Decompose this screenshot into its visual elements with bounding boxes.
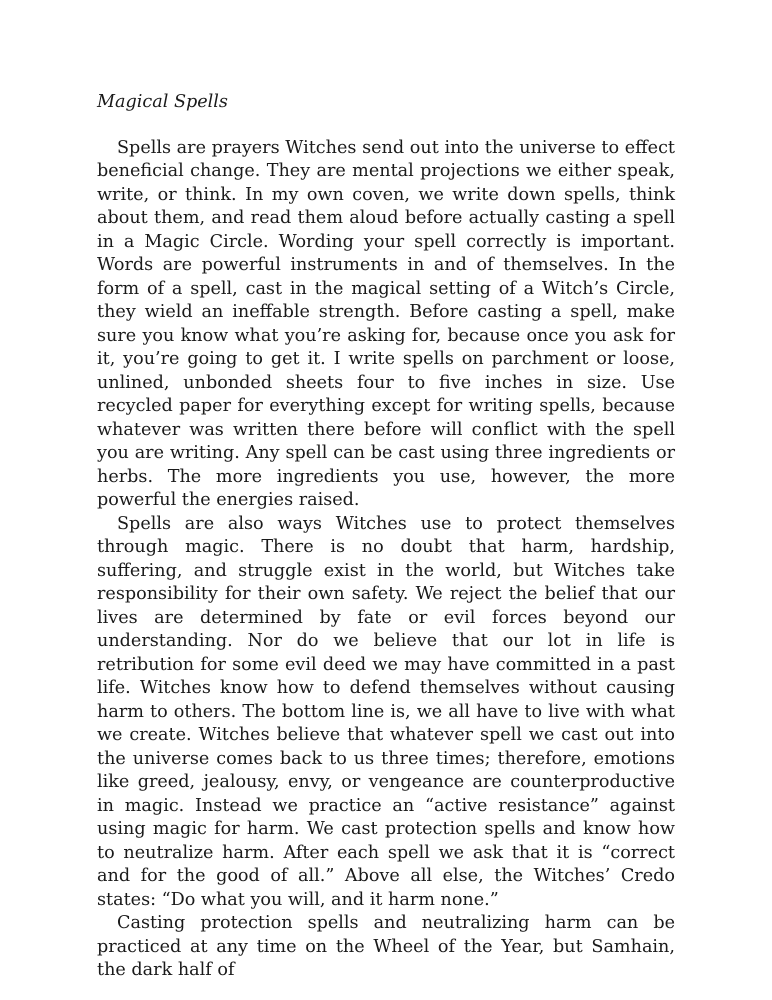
paragraph-spells-prayers: Spells are prayers Witches send out into the universe to effect beneficial change. They are mental projections we either speak, write, or think. In my own coven, we write down spells, think about them, and read them aloud before actually casting a spell in a Magic Circle. Wording your spell correctly is important. Words are powerful instruments in and of themselves. In the form of a spell, cast in the magical setting of a Witch’s Circle, they wield an ineffable strength. Before casting a spell, make sure you know what you’re asking for, because once you ask for it, you’re going to get it. I write spells on parchment or loose, unlined, unbonded sheets four to five inches in size. Use recycled paper for everything except for writing spells, because whatever was written there before will conflict with the spell you are writing. Any spell can be cast using three ingredients or herbs. The more ingredients you use, however, the more powerful the energies raised. bbox=[97, 137, 675, 510]
page-body bbox=[97, 91, 675, 983]
paragraph-casting-protection: Casting protection spells and neutralizing harm can be practiced at any time on the Wheel of the Year, but Samhain, the dark half of bbox=[97, 913, 675, 980]
paragraph-spells-protection: Spells are also ways Witches use to protect themselves through magic. There is no doubt that harm, hardship, suffering, and struggle exist in the world, but Witches take responsibility for their own safety. We reject the belief that our lives are determined by fate or evil forces beyond our understanding. Nor do we believe that our lot in life is retribution for some evil deed we may have committed in a past life. Witches know how to defend themselves without causing harm to others. The bottom line is, we all have to live with what we create. Witches believe that whatever spell we cast out into the universe comes back to us three times; therefore, emotions like greed, jealousy, envy, or vengeance are counterproductive in magic. Instead we practice an “active resistance” against using magic for harm. We cast protection spells and know how to neutralize harm. After each spell we ask that it is “correct and for the good of all.” Above all else, the Witches’ Credo states: “Do what you will, and it harm none.” bbox=[97, 513, 675, 910]
section-heading: Magical Spells bbox=[97, 92, 228, 112]
